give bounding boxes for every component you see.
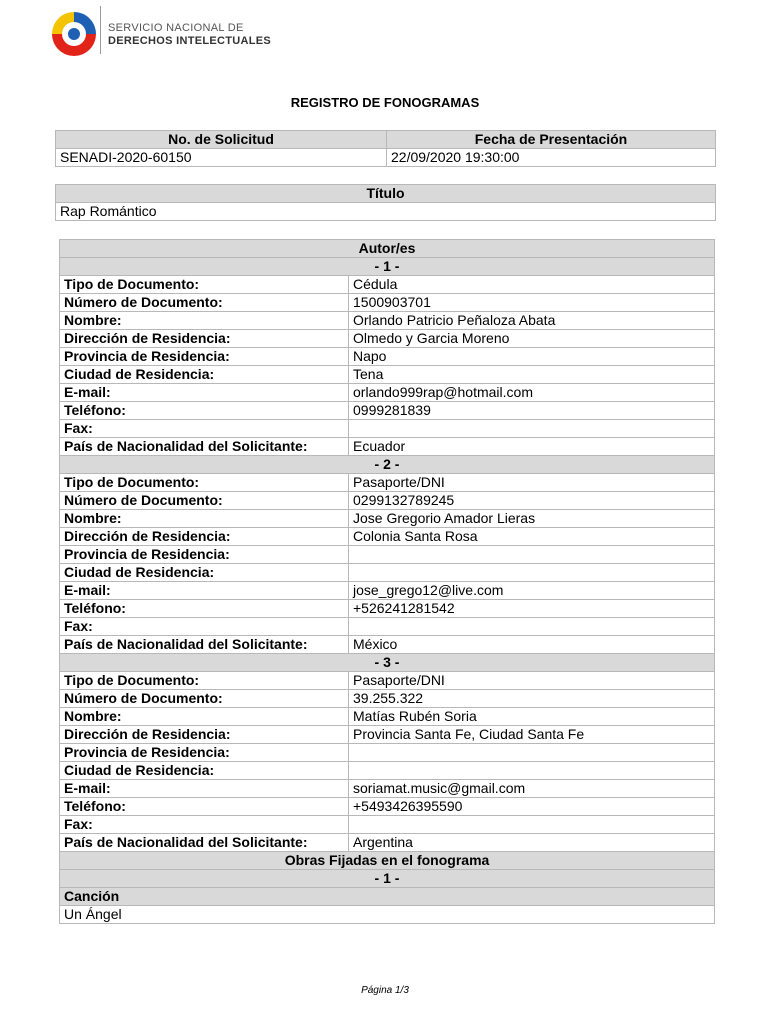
author-index-1: - 1 - <box>60 258 715 276</box>
author-field-label-telefono: Teléfono: <box>60 798 349 816</box>
author-2-row-email <box>60 582 715 600</box>
author-field-label-pais: País de Nacionalidad del Solicitante: <box>60 636 349 654</box>
author-field-label-direccion: Dirección de Residencia: <box>60 726 349 744</box>
author-field-value-email: soriamat.music@gmail.com <box>349 780 715 798</box>
author-1-row-fax <box>60 420 715 438</box>
author-field-label-provincia: Provincia de Residencia: <box>60 348 349 366</box>
author-field-value-tipo: Cédula <box>349 276 715 294</box>
solicitud-number-label: No. de Solicitud <box>56 131 387 149</box>
obra-index-1: - 1 - <box>60 870 715 888</box>
author-2-row-fax <box>60 618 715 636</box>
author-field-value-direccion: Provincia Santa Fe, Ciudad Santa Fe <box>349 726 715 744</box>
author-field-label-email: E-mail: <box>60 582 349 600</box>
fecha-presentacion-label: Fecha de Presentación <box>387 131 716 149</box>
author-1-row-numero <box>60 294 715 312</box>
author-field-value-ciudad <box>349 762 715 780</box>
author-3-row-pais <box>60 834 715 852</box>
author-field-label-provincia: Provincia de Residencia: <box>60 744 349 762</box>
author-field-value-nombre: Jose Gregorio Amador Lieras <box>349 510 715 528</box>
solicitud-number-value: SENADI-2020-60150 <box>56 149 387 167</box>
author-field-value-provincia <box>349 546 715 564</box>
author-3-row-ciudad <box>60 762 715 780</box>
author-3-row-email <box>60 780 715 798</box>
author-2-row-telefono <box>60 600 715 618</box>
author-field-label-ciudad: Ciudad de Residencia: <box>60 564 349 582</box>
author-field-label-ciudad: Ciudad de Residencia: <box>60 366 349 384</box>
author-field-value-direccion: Olmedo y Garcia Moreno <box>349 330 715 348</box>
author-field-value-provincia <box>349 744 715 762</box>
document-title: REGISTRO DE FONOGRAMAS <box>290 95 480 110</box>
author-3-row-fax <box>60 816 715 834</box>
author-field-label-fax: Fax: <box>60 618 349 636</box>
author-field-label-fax: Fax: <box>60 420 349 438</box>
author-1-row-tipo <box>60 276 715 294</box>
author-field-label-numero: Número de Documento: <box>60 690 349 708</box>
author-field-value-provincia: Napo <box>349 348 715 366</box>
author-2-row-numero <box>60 492 715 510</box>
autores-table <box>59 239 715 924</box>
author-field-label-numero: Número de Documento: <box>60 294 349 312</box>
author-field-value-pais: Argentina <box>349 834 715 852</box>
author-field-value-telefono: +5493426395590 <box>349 798 715 816</box>
author-field-label-direccion: Dirección de Residencia: <box>60 330 349 348</box>
author-field-value-nombre: Orlando Patricio Peñaloza Abata <box>349 312 715 330</box>
cancion-value: Un Ángel <box>60 906 715 924</box>
author-2-row-provincia <box>60 546 715 564</box>
author-field-value-direccion: Colonia Santa Rosa <box>349 528 715 546</box>
author-1-row-provincia <box>60 348 715 366</box>
titulo-table <box>55 184 716 221</box>
autores-heading: Autor/es <box>60 240 715 258</box>
author-3-row-numero <box>60 690 715 708</box>
titulo-label: Título <box>56 185 716 203</box>
author-field-label-telefono: Teléfono: <box>60 402 349 420</box>
author-3-row-provincia <box>60 744 715 762</box>
author-field-value-email: jose_grego12@live.com <box>349 582 715 600</box>
author-field-label-nombre: Nombre: <box>60 708 349 726</box>
author-field-value-email: orlando999rap@hotmail.com <box>349 384 715 402</box>
senadi-logo-icon <box>44 6 104 56</box>
author-1-row-ciudad <box>60 366 715 384</box>
autores-body <box>60 240 715 924</box>
author-field-value-nombre: Matías Rubén Soria <box>349 708 715 726</box>
author-2-row-tipo <box>60 474 715 492</box>
author-index-2: - 2 - <box>60 456 715 474</box>
author-index-3: - 3 - <box>60 654 715 672</box>
author-3-row-direccion <box>60 726 715 744</box>
author-field-value-pais: Ecuador <box>349 438 715 456</box>
author-field-value-numero: 39.255.322 <box>349 690 715 708</box>
author-1-row-email <box>60 384 715 402</box>
author-field-label-numero: Número de Documento: <box>60 492 349 510</box>
author-field-value-numero: 0299132789245 <box>349 492 715 510</box>
author-field-label-pais: País de Nacionalidad del Solicitante: <box>60 834 349 852</box>
author-3-row-telefono <box>60 798 715 816</box>
obras-heading: Obras Fijadas en el fonograma <box>60 852 715 870</box>
author-field-label-ciudad: Ciudad de Residencia: <box>60 762 349 780</box>
author-2-row-ciudad <box>60 564 715 582</box>
author-field-label-nombre: Nombre: <box>60 510 349 528</box>
author-2-row-nombre <box>60 510 715 528</box>
cancion-label: Canción <box>60 888 715 906</box>
author-1-row-direccion <box>60 330 715 348</box>
author-1-row-telefono <box>60 402 715 420</box>
author-field-value-fax <box>349 618 715 636</box>
author-field-label-nombre: Nombre: <box>60 312 349 330</box>
author-3-row-nombre <box>60 708 715 726</box>
author-1-row-pais <box>60 438 715 456</box>
author-field-value-tipo: Pasaporte/DNI <box>349 474 715 492</box>
author-field-label-pais: País de Nacionalidad del Solicitante: <box>60 438 349 456</box>
author-field-value-fax <box>349 816 715 834</box>
author-field-label-email: E-mail: <box>60 384 349 402</box>
author-2-row-pais <box>60 636 715 654</box>
author-1-row-nombre <box>60 312 715 330</box>
author-field-label-tipo: Tipo de Documento: <box>60 672 349 690</box>
author-field-value-numero: 1500903701 <box>349 294 715 312</box>
author-field-value-tipo: Pasaporte/DNI <box>349 672 715 690</box>
author-field-label-telefono: Teléfono: <box>60 600 349 618</box>
author-field-label-provincia: Provincia de Residencia: <box>60 546 349 564</box>
author-2-row-direccion <box>60 528 715 546</box>
author-3-row-tipo <box>60 672 715 690</box>
author-field-label-tipo: Tipo de Documento: <box>60 474 349 492</box>
author-field-label-fax: Fax: <box>60 816 349 834</box>
author-field-value-telefono: 0999281839 <box>349 402 715 420</box>
logo-divider <box>100 6 101 54</box>
org-name <box>108 22 271 48</box>
author-field-value-ciudad <box>349 564 715 582</box>
author-field-value-fax <box>349 420 715 438</box>
fecha-presentacion-value: 22/09/2020 19:30:00 <box>387 149 716 167</box>
author-field-value-telefono: +526241281542 <box>349 600 715 618</box>
org-line-1: SERVICIO NACIONAL DE <box>108 22 244 34</box>
author-field-label-direccion: Dirección de Residencia: <box>60 528 349 546</box>
author-field-value-ciudad: Tena <box>349 366 715 384</box>
solicitud-table <box>55 130 716 167</box>
page-number: Página 1/3 <box>361 985 409 996</box>
author-field-label-email: E-mail: <box>60 780 349 798</box>
author-field-label-tipo: Tipo de Documento: <box>60 276 349 294</box>
author-field-value-pais: México <box>349 636 715 654</box>
org-line-2: DERECHOS INTELECTUALES <box>108 35 272 47</box>
titulo-value: Rap Romántico <box>56 203 716 221</box>
